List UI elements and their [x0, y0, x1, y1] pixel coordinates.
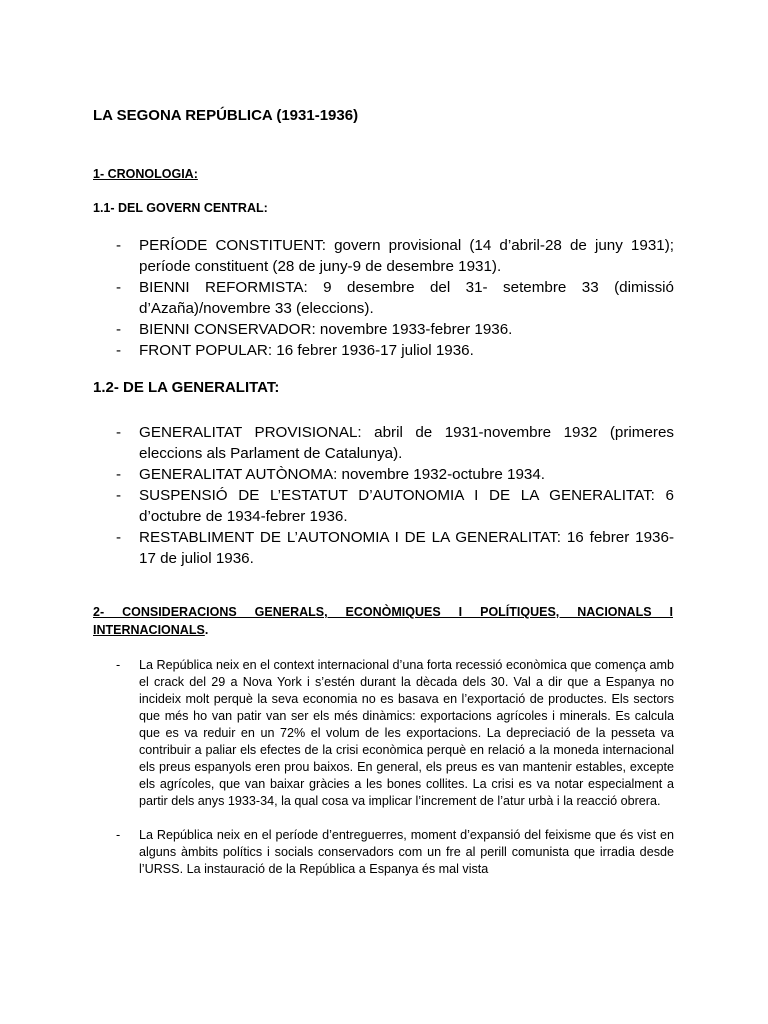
- list-item: - BIENNI CONSERVADOR: novembre 1933-febrer 1936.: [0, 319, 674, 340]
- list-item: - SUSPENSIÓ DE L’ESTATUT D’AUTONOMIA I DE LA GENERALITAT: 6 d’octubre de 1934-febrer 1936.: [0, 485, 674, 527]
- list-item: - PERÍODE CONSTITUENT: govern provisional (14 d’abril-28 de juny 1931); període constituent (28 de juny-9 de desembre 1931).: [0, 235, 674, 277]
- section-heading-text: 2- CONSIDERACIONS GENERALS, ECONÒMIQUES I POLÍTIQUES, NACIONALS I INTERNACIONALS: [93, 605, 673, 637]
- paragraph-item: - La República neix en el context internacional d’una forta recessió econòmica que comença amb el crack del 29 a Nova York i s’estén durant la dècada dels 30. Val a dir que a Espanya no incideix molt perquè la seva economia no es basava en l’exportació de productes. Els sectors que més ho van patir van ser els més dinàmics: exportacions agrícoles i minerals. Es calcula que es va reduir en un 72% el volum de les exportacions. La depreciació de la pesseta va contribuir a paliar els efectes de la crisi econòmica perquè en relació a la moneda internacional els preus espanyols eren prou baixos. En general, els preus es van mantenir estables, excepte els agrícoles, que van baixar gràcies a les bones collites. La crisi es va notar especialment a partir dels anys 1933-34, la qual cosa va implicar l’increment de l’atur urbà i la reacció obrera.: [0, 657, 674, 810]
- consideracions-list: [0, 657, 674, 878]
- section-heading-consideracions: [93, 603, 673, 639]
- list-item: - FRONT POPULAR: 16 febrer 1936-17 juliol 1936.: [0, 340, 674, 361]
- list-item: - GENERALITAT AUTÒNOMA: novembre 1932-octubre 1934.: [0, 464, 674, 485]
- subsection-heading-govern-central: 1.1- DEL GOVERN CENTRAL:: [93, 201, 268, 215]
- list-item: - RESTABLIMENT DE L’AUTONOMIA I DE LA GENERALITAT: 16 febrer 1936-17 de juliol 1936.: [0, 527, 674, 569]
- paragraph-item: - La República neix en el període d’entreguerres, moment d’expansió del feixisme que és vist en alguns àmbits polítics i socials conservadors com un fre al perill comunista que irradia desde l’URSS. La instauració de la República a Espanya és mal vista: [0, 827, 674, 878]
- list-item: - GENERALITAT PROVISIONAL: abril de 1931-novembre 1932 (primeres eleccions als Parlament de Catalunya).: [0, 422, 674, 464]
- section-heading-cronologia: 1- CRONOLOGIA:: [93, 167, 198, 181]
- page-title: LA SEGONA REPÚBLICA (1931-1936): [93, 107, 359, 124]
- section-heading-period: .: [204, 623, 209, 637]
- list-item: - BIENNI REFORMISTA: 9 desembre del 31- setembre 33 (dimissió d’Azaña)/novembre 33 (eleccions).: [0, 277, 674, 319]
- generalitat-list: [0, 422, 674, 569]
- subsection-heading-generalitat: 1.2- DE LA GENERALITAT:: [93, 379, 280, 396]
- govern-central-list: [0, 235, 674, 361]
